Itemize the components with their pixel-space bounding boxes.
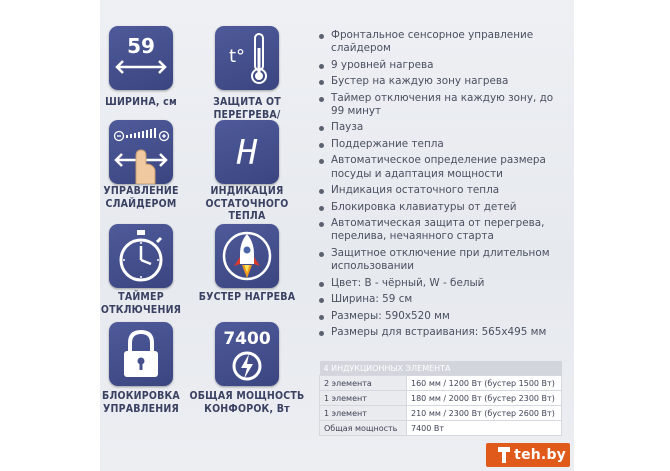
power-tile [215,322,279,386]
stopwatch-icon [109,224,173,288]
residual-heat-caption: ИНДИКАЦИЯ ОСТАТОЧНОГО ТЕПЛА [205,185,289,222]
feature-item: Автоматическая защита от перегрева, перелива, нечаянного старта [318,217,566,243]
overheat-tile [215,26,279,90]
teh-by-logo [486,443,570,467]
lock-icon [109,322,173,386]
feature-item: Пауза [318,121,566,134]
thermometer-value: t° [228,46,246,67]
thermometer-icon [215,26,279,90]
power-icon [215,322,279,386]
feature-item: Размеры: 590x520 мм [318,310,566,323]
width-icon [109,26,173,90]
residual-heat-value: H [236,133,258,173]
width-value: 59 [127,34,155,58]
feature-item: Размеры для встраивания: 565x495 мм [318,326,566,339]
rocket-icon [215,224,279,288]
spec-label: 1 элемент [320,391,407,406]
booster-caption: БУСТЕР НАГРЕВА [198,291,296,303]
feature-item: Автоматическое определение размера посуды и адаптация мощности [318,154,566,180]
slider-caption: УПРАВЛЕНИЕ СЛАЙДЕРОМ [103,185,179,210]
feature-item: Блокировка клавиатуры от детей [318,201,566,214]
table-row [320,406,562,421]
table-row [320,376,562,391]
timer-caption: ТАЙМЕР ОТКЛЮЧЕНИЯ [100,291,182,316]
feature-item: Поддержание тепла [318,138,566,151]
feature-item: Защитное отключение при длительном использовании [318,247,566,273]
slider-touch-icon [109,120,173,184]
residual-heat-icon [215,120,279,184]
spec-label: Общая мощность [320,421,407,436]
logo-mark-icon [497,446,511,464]
width-tile [109,26,173,90]
overheat-caption: ЗАЩИТА ОТ ПЕРЕГРЕВА/ [213,96,281,121]
feature-item: Фронтальное сенсорное управление слайдером [318,29,566,55]
lock-caption: БЛОКИРОВКА УПРАВЛЕНИЯ [102,390,180,415]
booster-tile [215,224,279,288]
feature-item: Индикация остаточного тепла [318,184,566,197]
residual-heat-tile [215,120,279,184]
spec-table-header: 4 ИНДУКЦИОННЫХ ЭЛЕМЕНТА [320,361,562,376]
spec-value: 180 мм / 2000 Вт (бустер 2300 Вт) [407,391,562,406]
spec-label: 1 элемент [320,406,407,421]
feature-item: Таймер отключения на каждую зону, до 99 минут [318,92,566,118]
spec-value: 160 мм / 1200 Вт (бустер 1500 Вт) [407,376,562,391]
table-row [320,391,562,406]
feature-item: 9 уровней нагрева [318,59,566,72]
table-row [320,421,562,436]
slider-tile [109,120,173,184]
power-caption: ОБЩАЯ МОЩНОСТЬ КОНФОРОК, Вт [189,390,305,415]
width-caption: ШИРИНА, см [105,96,177,108]
logo-text: teh.by [514,447,566,463]
feature-list [318,29,566,343]
power-value: 7400 [223,329,271,349]
spec-table [319,361,562,436]
timer-tile [109,224,173,288]
spec-table-header-row [320,361,562,376]
feature-item: Бустер на каждую зону нагрева [318,75,566,88]
feature-item: Цвет: B - чёрный, W - белый [318,277,566,290]
spec-value: 7400 Вт [407,421,562,436]
lock-tile [109,322,173,386]
spec-label: 2 элемента [320,376,407,391]
feature-item: Ширина: 59 см [318,293,566,306]
spec-value: 210 мм / 2300 Вт (бустер 2600 Вт) [407,406,562,421]
